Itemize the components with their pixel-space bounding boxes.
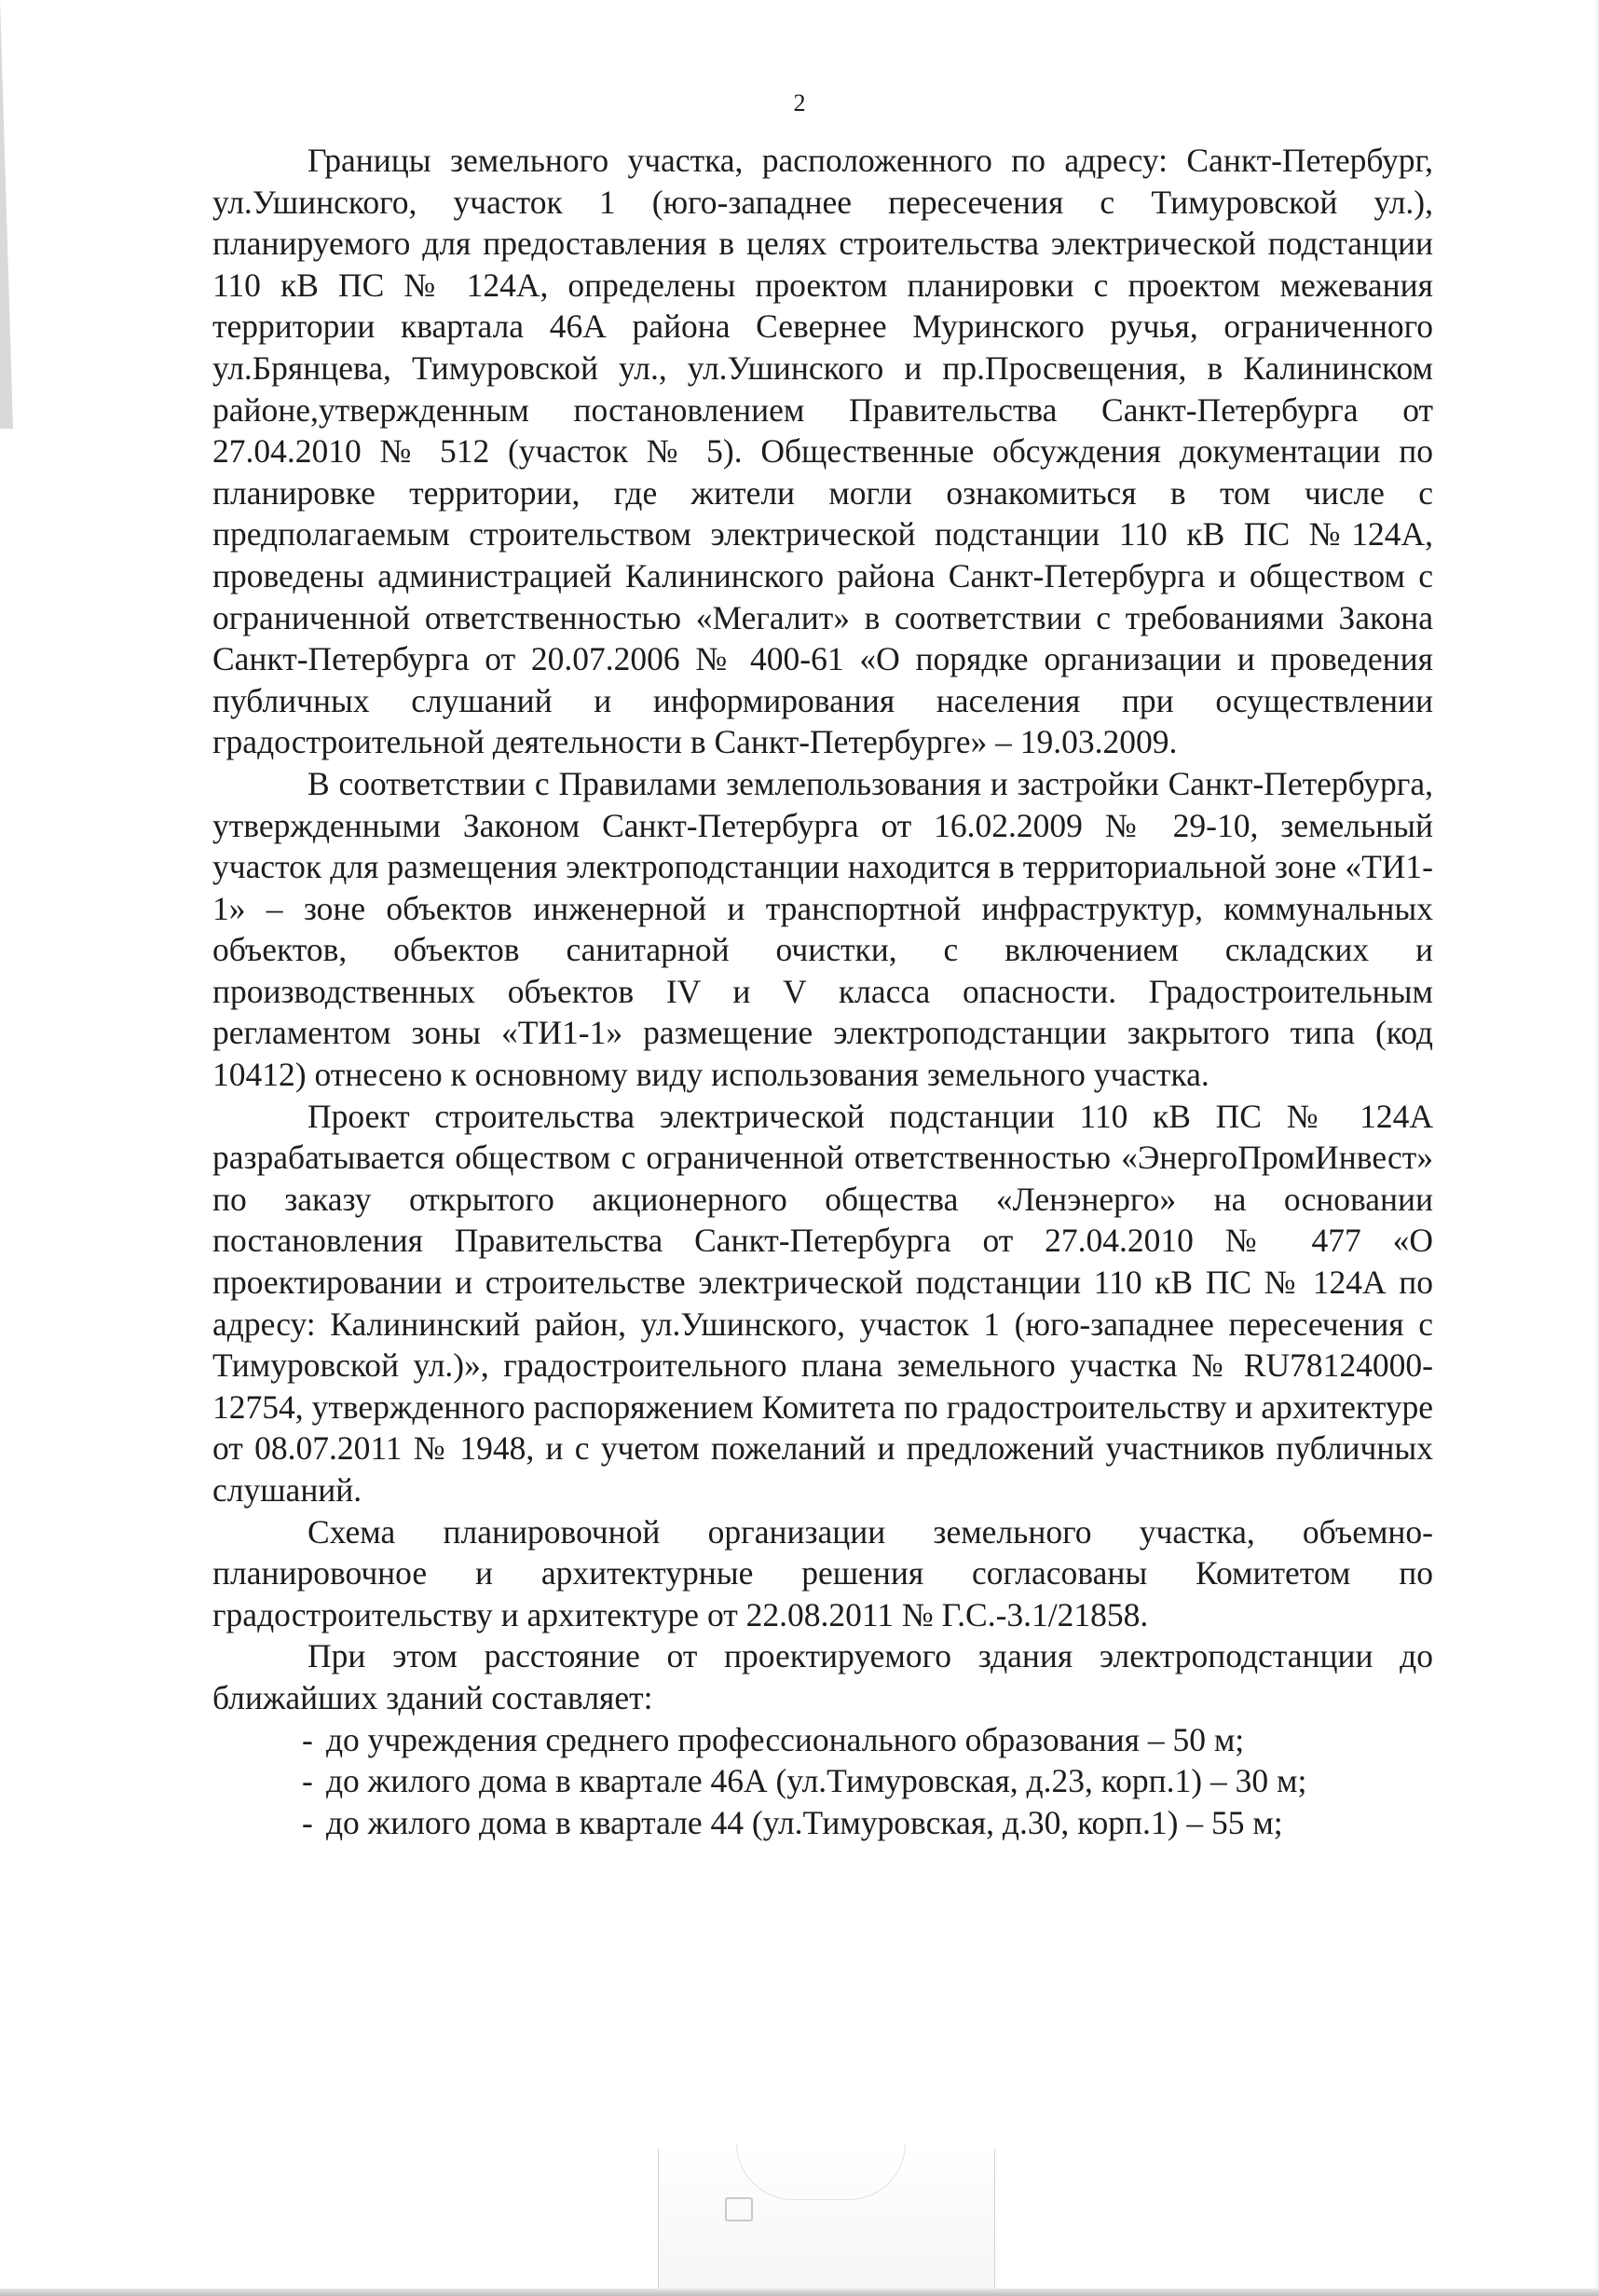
paragraph-approval-scheme: Схема планировочной организации земельного участка, объемно-планировочное и архитектурные решения согласованы Комитетом по градостроительству и архитектуре от 22.08.2011 № Г.С.-3.1/21858. — [212, 1512, 1433, 1633]
list-item-text: до жилого дома в квартале 46А (ул.Тимуровская, д.23, корп.1) – 30 м; — [326, 1762, 1307, 1800]
list-marker: - — [302, 1762, 313, 1800]
paragraph-land-boundaries: Границы земельного участка, расположенного по адресу: Санкт-Петербург, ул.Ушинского, участок 1 (юго-западнее пересечения с Тимуровской ул.), планируемого для предоставления в целях строительства электрической подстанции 110 кВ ПС № 124А, определены проектом планировки с проектом межевания территории квартала 46А района Севернее Муринского ручья, ограниченного ул.Брянцева, Тимуровской ул., ул.Ушинского и пр.Просвещения, в Калининском районе,утвержденным постановлением Правительства Санкт-Петербурга от 27.04.2010 № 512 (участок № 5). Общественные обсуждения документации по планировке территории, где жители могли ознакомиться в том числе с предполагаемым строительством электрической подстанции 110 кВ ПС №124А, проведены администрацией Калининского района Санкт-Петербурга и обществом с ограниченной ответственностью «Мегалит» в соответствии с требованиями Закона Санкт-Петербурга от 20.07.2006 № 400-61 «О порядке организации и проведения публичных слушаний и информирования населения при осуществлении градостроительной деятельности в Санкт-Петербурге» – 19.03.2009. — [212, 142, 1433, 761]
paragraph-construction-project: Проект строительства электрической подстанции 110 кВ ПС № 124А разрабатывается обществом с ограниченной ответственностью «ЭнергоПромИнвест» по заказу открытого акционерного общества «Ленэнерго» на основании постановления Правительства Санкт-Петербурга от 27.04.2010 № 477 «О проектировании и строительстве электрической подстанции 110 кВ ПС № 124А по адресу: Калининский район, ул.Ушинского, участок 1 (юго-западнее пересечения с Тимуровской ул.)», градостроительного плана земельного участка № RU78124000-12754, утвержденного распоряжением Комитета по градостроительству и архитектуре от 08.07.2011 № 1948, и с учетом пожеланий и предложений участников публичных слушаний. — [212, 1097, 1433, 1509]
paragraph-distances-intro: При этом расстояние от проектируемого здания электроподстанции до ближайших зданий составляет: — [212, 1637, 1433, 1716]
scan-edge-right — [1595, 0, 1599, 2296]
binding-stamp-mark — [725, 2197, 753, 2221]
document-body — [212, 140, 1433, 1843]
distances-list — [212, 1719, 1433, 1844]
list-item — [212, 1719, 1433, 1761]
scan-bottom-shadow — [0, 2289, 1599, 2296]
list-marker: - — [302, 1803, 313, 1841]
list-item — [212, 1802, 1433, 1844]
paragraph-zoning-rules: В соответствии с Правилами землепользования и застройки Санкт-Петербурга, утвержденными Законом Санкт-Петербурга от 16.02.2009 № 29-10, земельный участок для размещения электроподстанции находится в территориальной зоне «ТИ1-1» – зоне объектов инженерной и транспортной инфраструктур, коммунальных объектов, объектов санитарной очистки, с включением складских и производственных объектов IV и V класса опасности. Градостроительным регламентом зоны «ТИ1-1» размещение электроподстанции закрытого типа (код 10412) отнесено к основному виду использования земельного участка. — [212, 764, 1433, 1094]
list-item-text: до учреждения среднего профессионального образования – 50 м; — [326, 1720, 1245, 1758]
page-number: 2 — [793, 89, 806, 116]
list-item-text: до жилого дома в квартале 44 (ул.Тимуровская, д.30, корп.1) – 55 м; — [326, 1803, 1283, 1841]
scan-edge-shadow — [0, 0, 13, 429]
list-item — [212, 1760, 1433, 1802]
list-marker: - — [302, 1720, 313, 1758]
